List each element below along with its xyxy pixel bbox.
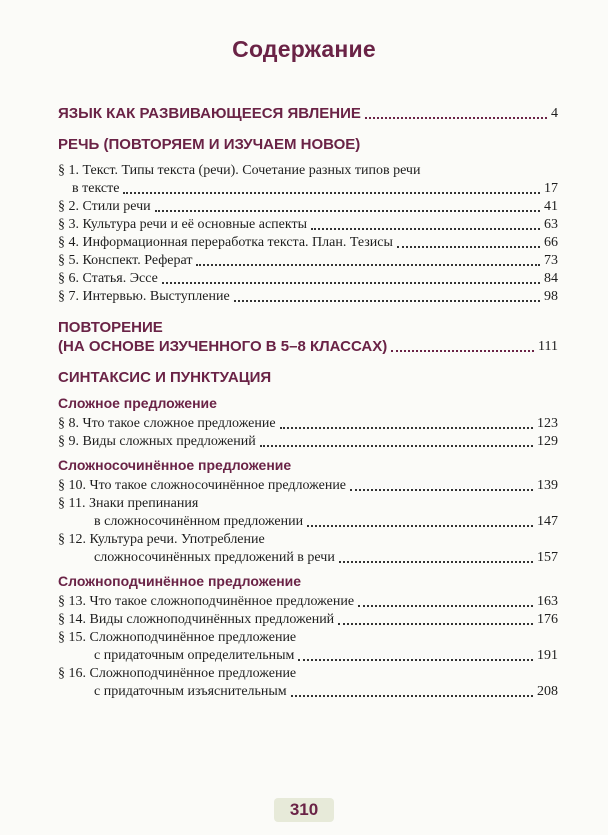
section-heading: СИНТАКСИС И ПУНКТУАЦИЯ [58,369,272,386]
toc-entry[interactable] [58,270,558,288]
dot-leader [397,245,540,248]
page-ref: 147 [537,514,558,529]
page-ref: 123 [537,416,558,431]
page-ref: 4 [551,106,558,121]
entry-text: § 3. Культура речи и её основные аспекты [58,217,308,232]
dot-leader [338,622,533,625]
toc-entry[interactable] [58,216,558,234]
entry-text: § 11. Знаки препинания [58,496,199,511]
entry-text-cont: с придаточным изъяснительным [94,684,287,699]
toc-section-language [58,104,558,123]
page-ref: 41 [544,199,558,214]
section-heading[interactable] [58,337,558,356]
page-ref: 84 [544,271,558,286]
toc-entry[interactable] [58,531,558,567]
toc-entry[interactable] [58,477,558,495]
subsection-heading: Сложное предложение [58,395,217,411]
toc-section-syntax [58,368,558,701]
page-ref: 139 [537,478,558,493]
toc-entry[interactable] [58,433,558,451]
page-ref: 66 [544,235,558,250]
dot-leader [339,560,533,563]
toc-entry[interactable] [58,665,558,701]
toc-entry[interactable] [58,288,558,306]
entry-text: § 8. Что такое сложное предложение [58,416,276,431]
toc-entry[interactable] [58,252,558,270]
section-heading: РЕЧЬ (ПОВТОРЯЕМ И ИЗУЧАЕМ НОВОЕ) [58,136,361,153]
dot-leader [234,299,540,302]
page-ref: 157 [537,550,558,565]
page-ref: 163 [537,594,558,609]
toc-entry[interactable] [58,611,558,629]
dot-leader [307,524,533,527]
entry-text: § 6. Статья. Эссе [58,271,158,286]
entry-text-cont: сложносочинённых предложений в речи [94,550,335,565]
section-heading[interactable] [58,104,558,123]
toc-entry[interactable] [58,415,558,433]
page-ref: 17 [544,181,558,196]
page-number: 310 [274,798,334,822]
dot-leader [162,281,540,284]
page-ref: 176 [537,612,558,627]
entry-text: § 5. Конспект. Реферат [58,253,193,268]
entry-text: § 13. Что такое сложноподчинённое предложение [58,594,355,609]
dot-leader [260,444,533,447]
page-ref: 73 [544,253,558,268]
dot-leader [298,658,533,661]
entry-text: § 1. Текст. Типы текста (речи). Сочетание разных типов речи [58,163,421,178]
page-ref: 63 [544,217,558,232]
toc-entry[interactable] [58,593,558,611]
dot-leader [391,349,534,352]
entry-text: § 15. Сложноподчинённое предложение [58,630,297,645]
page-ref: 208 [537,684,558,699]
entry-text-cont: в тексте [72,181,120,196]
toc-entry[interactable] [58,198,558,216]
entry-text-cont: в сложносочинённом предложении [94,514,304,529]
dot-leader [123,191,540,194]
entry-text-cont: с придаточным определительным [94,648,295,663]
table-of-contents [58,104,558,713]
entry-text: § 4. Информационная переработка текста. План. Тезисы [58,235,393,250]
toc-entry[interactable] [58,234,558,252]
entry-text: § 7. Интервью. Выступление [58,289,230,304]
entry-text: § 10. Что такое сложносочинённое предложение [58,478,347,493]
dot-leader [196,263,540,266]
dot-leader [365,116,547,119]
dot-leader [155,209,540,212]
dot-leader [350,488,533,491]
dot-leader [291,694,533,697]
entry-text: § 12. Культура речи. Употребление [58,532,265,547]
toc-section-review [58,318,558,356]
subsection-heading: Сложноподчинённое предложение [58,573,302,589]
toc-entry[interactable] [58,162,558,198]
toc-entry[interactable] [58,629,558,665]
page-title: Содержание [232,36,376,62]
dot-leader [311,227,540,230]
entry-text: § 14. Виды сложноподчинённых предложений [58,612,335,627]
page-ref: 98 [544,289,558,304]
dot-leader [358,604,533,607]
subsection-heading: Сложносочинённое предложение [58,457,292,473]
dot-leader [280,426,533,429]
page-ref: 191 [537,648,558,663]
section-heading-text: (НА ОСНОВЕ ИЗУЧЕННОГО В 5–8 КЛАССАХ) [58,338,388,355]
entry-text: § 16. Сложноподчинённое предложение [58,666,297,681]
page-ref: 111 [538,339,558,354]
page-ref: 129 [537,434,558,449]
toc-section-speech [58,135,558,306]
section-heading-line1: ПОВТОРЕНИЕ [58,319,163,336]
toc-entry[interactable] [58,495,558,531]
section-heading-text: ЯЗЫК КАК РАЗВИВАЮЩЕЕСЯ ЯВЛЕНИЕ [58,105,361,122]
entry-text: § 9. Виды сложных предложений [58,434,256,449]
entry-text: § 2. Стили речи [58,199,151,214]
